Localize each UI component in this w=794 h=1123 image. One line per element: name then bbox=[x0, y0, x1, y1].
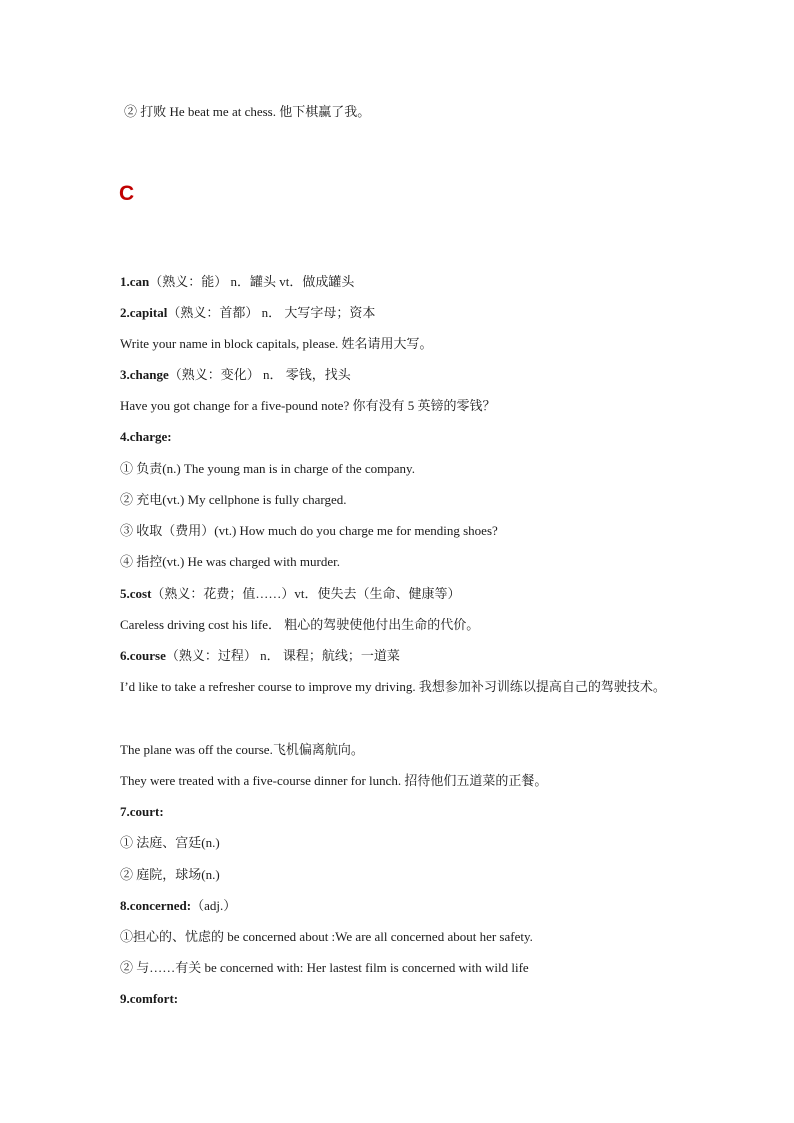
entry-23 bbox=[120, 989, 684, 1009]
entry-16 bbox=[120, 771, 684, 791]
entry-text: ② 与……有关 be concerned with: Her lastest film is concerned with wild life bbox=[120, 960, 529, 975]
entry-18 bbox=[120, 833, 684, 853]
entry-8 bbox=[120, 490, 684, 510]
entry-text: （熟义：能） n．罐头 vt．做成罐头 bbox=[149, 274, 355, 289]
entry-text: They were treated with a five-course dinner for lunch. 招待他们五道菜的正餐。 bbox=[120, 773, 548, 788]
entry-head: 2.capital bbox=[120, 305, 168, 320]
entry-15 bbox=[120, 740, 684, 760]
entry-head: 7.court: bbox=[120, 804, 164, 819]
entry-text: ② 充电(vt.) My cellphone is fully charged. bbox=[120, 492, 347, 507]
entry-head: 8.concerned: bbox=[120, 898, 192, 913]
entry-text: ① 负责(n.) The young man is in charge of the company. bbox=[120, 461, 415, 476]
entry-17 bbox=[120, 802, 684, 822]
entry-5 bbox=[120, 396, 684, 416]
entry-head: 1.can bbox=[120, 274, 150, 289]
entry-13 bbox=[120, 646, 684, 666]
entry-text: ① 法庭、宫廷(n.) bbox=[120, 835, 220, 850]
entry-text: The plane was off the course.飞机偏离航向。 bbox=[120, 742, 364, 757]
entry-10 bbox=[120, 552, 684, 572]
entry-text: ② 庭院，球场(n.) bbox=[120, 867, 220, 882]
entry-3 bbox=[120, 334, 684, 354]
entry-text: Careless driving cost his life． 粗心的驾驶使他付出生命的代价。 bbox=[120, 617, 480, 632]
entry-21 bbox=[120, 927, 684, 947]
entry-19 bbox=[120, 865, 684, 885]
entry-6 bbox=[120, 427, 684, 447]
entry-text: （熟义：首都） n． 大写字母；资本 bbox=[167, 305, 376, 320]
entry-text: （adj.） bbox=[191, 898, 237, 913]
entry-9 bbox=[120, 521, 684, 541]
entry-22 bbox=[120, 958, 684, 978]
entry-11 bbox=[120, 584, 684, 604]
entry-text: Write your name in block capitals, please. 姓名请用大写。 bbox=[120, 336, 433, 351]
entry-14 bbox=[120, 671, 684, 702]
entry-12 bbox=[120, 615, 684, 635]
entry-text: （熟义：变化） n． 零钱，找头 bbox=[168, 367, 351, 382]
entry-7 bbox=[120, 459, 684, 479]
entry-head: 4.charge: bbox=[120, 429, 172, 444]
entry-text: ④ 指控(vt.) He was charged with murder. bbox=[120, 554, 340, 569]
top-line bbox=[124, 102, 684, 122]
entry-text: Have you got change for a five-pound note? 你有没有 5 英镑的零钱？ bbox=[120, 398, 496, 413]
top-line-text: ② 打败 He beat me at chess. 他下棋赢了我。 bbox=[124, 104, 371, 119]
entry-2 bbox=[120, 303, 684, 323]
entry-head: 5.cost bbox=[120, 586, 152, 601]
entry-head: 9.comfort: bbox=[120, 991, 179, 1006]
entry-text: （熟义：过程） n． 课程；航线；一道菜 bbox=[165, 648, 400, 663]
entry-text: ①担心的、忧虑的 be concerned about :We are all concerned about her safety. bbox=[120, 929, 533, 944]
entry-4 bbox=[120, 365, 684, 385]
entry-20 bbox=[120, 896, 684, 916]
entry-1 bbox=[120, 272, 684, 292]
entry-text: （熟义：花费；值……）vt．使失去（生命、健康等） bbox=[151, 586, 461, 601]
entry-text: I’d like to take a refresher course to improve my driving. 我想参加补习训练以提高自己的驾驶技术。 bbox=[120, 679, 666, 694]
entry-head: 3.change bbox=[120, 367, 169, 382]
entry-text: ③ 收取（费用）(vt.) How much do you charge me for mending shoes? bbox=[120, 523, 498, 538]
entry-head: 6.course bbox=[120, 648, 166, 663]
section-letter: C bbox=[119, 182, 135, 205]
